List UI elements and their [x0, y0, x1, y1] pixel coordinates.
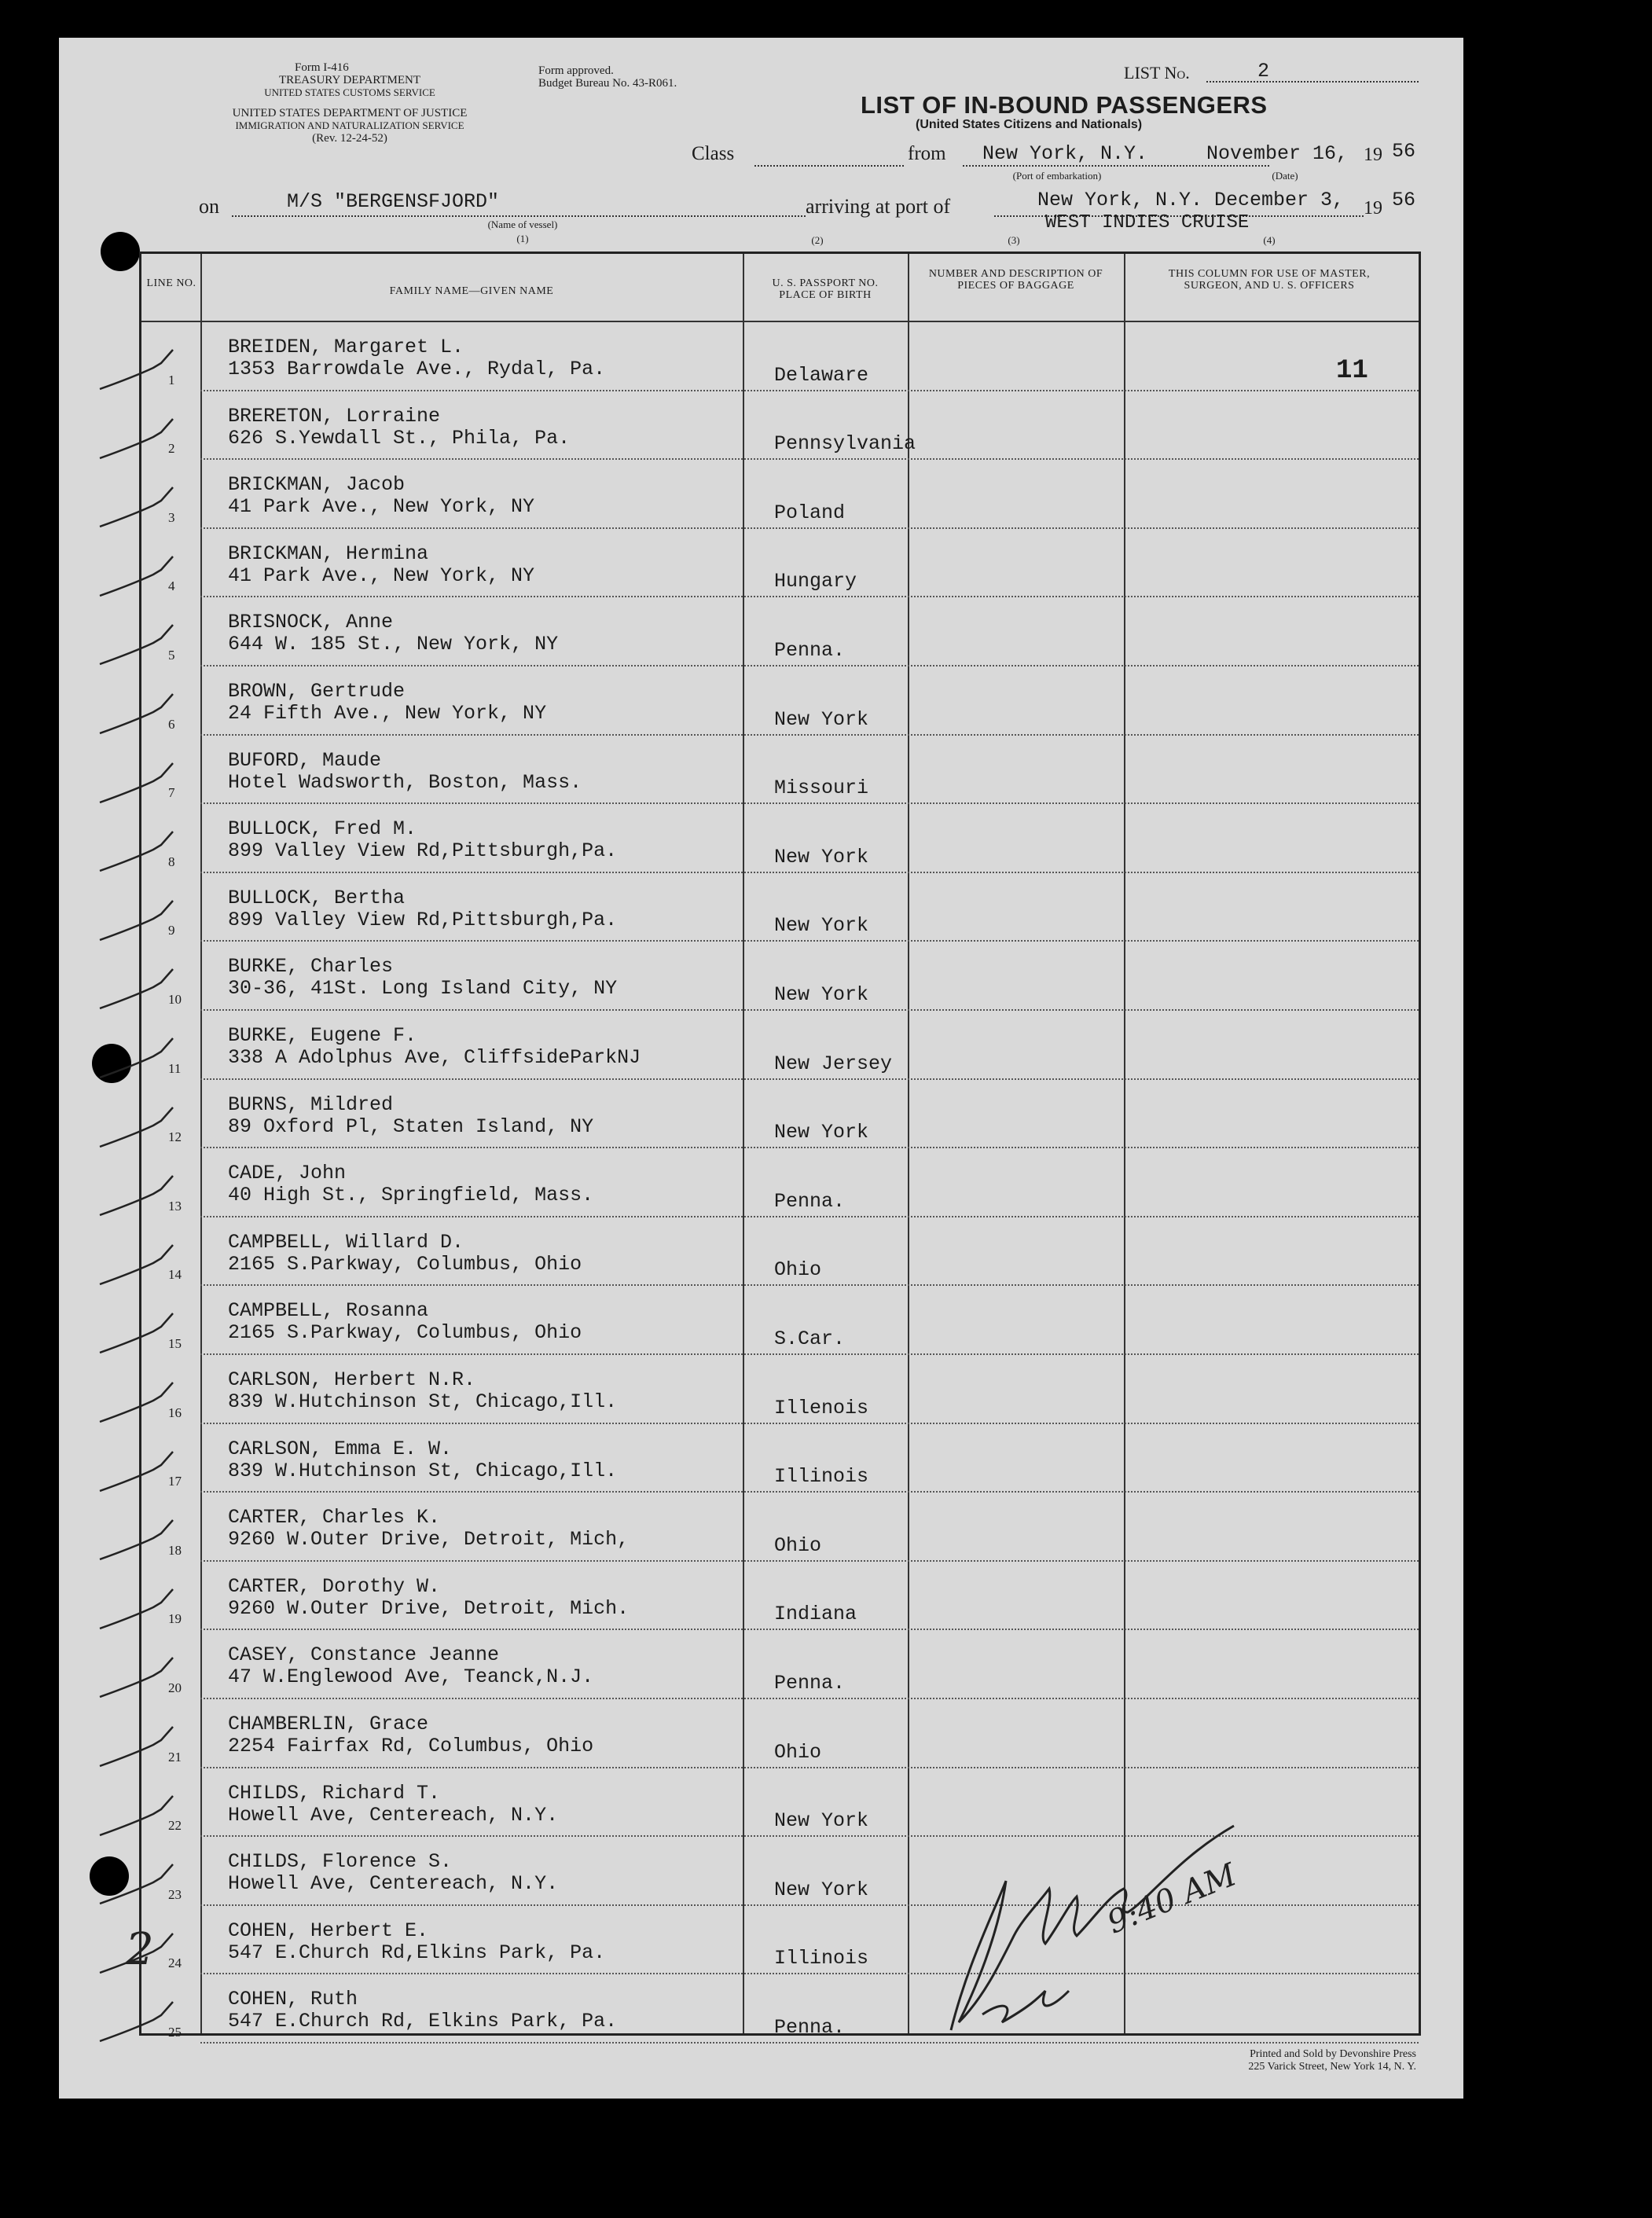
line-number: 14 [168, 1267, 182, 1283]
passenger-name [228, 611, 558, 655]
family-given-name: BULLOCK, Fred M. [228, 817, 417, 841]
table-row [141, 1148, 1419, 1217]
line-number: 22 [168, 1818, 182, 1834]
passenger-address: 338 A Adolphus Ave, CliffsideParkNJ [228, 1046, 641, 1069]
inspection-time: 9:40 AM [1102, 1856, 1242, 1941]
line-number: 19 [168, 1611, 182, 1627]
officer-note: 11 [1336, 356, 1368, 386]
printer-line-1: Printed and Sold by Devonshire Press [1250, 2048, 1416, 2060]
line-number: 15 [168, 1335, 182, 1351]
line-number: 10 [168, 991, 182, 1007]
table-row [141, 1562, 1419, 1631]
check-mark [98, 1585, 193, 1632]
check-mark [98, 1241, 193, 1288]
place-of-birth: New York [774, 707, 869, 731]
passenger-address: 41 Park Ave., New York, NY [228, 564, 535, 587]
embark-caption: (Port of embarkation) [1012, 170, 1102, 182]
passenger-address: 89 Oxford Pl, Staten Island, NY [228, 1115, 594, 1138]
check-mark [98, 415, 193, 462]
vessel-name: M/S "BERGENSFJORD" [287, 190, 500, 213]
check-mark [98, 1792, 193, 1839]
check-mark [98, 1379, 193, 1426]
passenger-name [228, 474, 534, 518]
line-number: 9 [168, 923, 175, 938]
line-number: 7 [168, 785, 175, 801]
caption-3: (3) [1008, 234, 1020, 246]
caption-1: (1) [516, 233, 529, 244]
form-subtitle: (United States Citizens and Nationals) [916, 118, 1143, 131]
passenger-name [228, 1576, 629, 1620]
place-of-birth: Penna. [774, 1189, 846, 1213]
caption-2: (2) [811, 234, 824, 246]
check-mark [98, 1309, 193, 1357]
family-given-name: CHILDS, Florence S. [228, 1850, 453, 1874]
table-row [141, 322, 1419, 391]
place-of-birth: Poland [774, 501, 846, 524]
passenger-address: 2165 S.Parkway, Columbus, Ohio [228, 1252, 582, 1276]
family-given-name: BREIDEN, Margaret L. [228, 336, 464, 358]
passenger-name [228, 543, 534, 587]
passenger-name [228, 887, 617, 931]
place-of-birth: Penna. [774, 638, 846, 662]
arrival-year-prefix: 19 [1364, 198, 1382, 218]
passenger-address: 899 Valley View Rd,Pittsburgh,Pa. [228, 908, 618, 931]
table-row [141, 1424, 1419, 1493]
place-of-birth: Illenois [774, 1396, 869, 1419]
line-number: 5 [168, 647, 175, 663]
line-number: 6 [168, 716, 175, 732]
passenger-name [228, 1507, 629, 1551]
check-mark [98, 1448, 193, 1495]
family-given-name: BURKE, Charles [228, 955, 394, 979]
family-given-name: CHAMBERLIN, Grace [228, 1713, 429, 1735]
family-given-name: COHEN, Herbert E. [228, 1919, 429, 1942]
cruise-name: WEST INDIES CRUISE [1045, 212, 1250, 233]
passenger-address: 626 S.Yewdall St., Phila, Pa. [228, 426, 571, 450]
place-of-birth: Delaware [774, 363, 869, 387]
line-number: 4 [168, 578, 175, 594]
passenger-name [228, 1438, 617, 1482]
family-given-name: CAMPBELL, Willard D. [228, 1230, 464, 1254]
line-number: 17 [168, 1474, 182, 1489]
line-number: 11 [168, 1060, 182, 1076]
form-number: Form I-416 [295, 61, 349, 74]
place-of-birth: New York [774, 1878, 869, 1901]
family-given-name: CHILDS, Richard T. [228, 1781, 441, 1805]
passenger-name [228, 1851, 558, 1895]
passenger-name [228, 1232, 582, 1276]
family-given-name: CARLSON, Emma E. W. [228, 1437, 453, 1460]
place-of-birth: Indiana [774, 1603, 857, 1626]
passenger-address: 899 Valley View Rd,Pittsburgh,Pa. [228, 839, 618, 863]
table-row [141, 1355, 1419, 1424]
check-mark [98, 1998, 193, 2045]
check-mark [98, 553, 193, 600]
table-row [141, 597, 1419, 667]
family-given-name: CARTER, Charles K. [228, 1506, 441, 1529]
vessel-caption: (Name of vessel) [487, 218, 558, 230]
check-mark [98, 621, 193, 668]
table-row [141, 873, 1419, 942]
table-row [141, 667, 1419, 736]
passenger-address: 1353 Barrowdale Ave., Rydal, Pa. [228, 358, 606, 380]
passenger-name [228, 1920, 605, 1964]
passenger-address: Howell Ave, Centereach, N.Y. [228, 1803, 559, 1827]
check-mark [98, 1930, 193, 1977]
passenger-name [228, 1783, 558, 1827]
passenger-name [228, 1094, 593, 1138]
line-number: 16 [168, 1405, 182, 1420]
family-given-name: COHEN, Ruth [228, 1988, 358, 2011]
line-number: 12 [168, 1129, 182, 1145]
table-row [141, 736, 1419, 805]
line-number: 24 [168, 1955, 182, 1971]
check-mark [98, 1103, 193, 1151]
header-passport: U. S. PASSPORT NO. PLACE OF BIRTH [772, 277, 879, 301]
family-given-name: BROWN, Gertrude [228, 680, 406, 703]
passenger-address: 644 W. 185 St., New York, NY [228, 633, 559, 656]
place-of-birth: Penna. [774, 1671, 846, 1695]
place-of-birth: S.Car. [774, 1327, 846, 1350]
justice-dept: UNITED STATES DEPARTMENT OF JUSTICE [232, 107, 468, 119]
table-row [141, 1217, 1419, 1287]
header-baggage: NUMBER AND DESCRIPTION OF PIECES OF BAGGAGE [928, 268, 1103, 292]
line-number: 1 [168, 372, 175, 387]
passenger-address: Hotel Wadsworth, Boston, Mass. [228, 770, 582, 794]
check-mark [98, 346, 193, 393]
budget-bureau: Budget Bureau No. 43-R061. [538, 77, 677, 90]
check-mark [98, 1172, 193, 1219]
line-number: 18 [168, 1542, 182, 1558]
passenger-name [228, 1162, 593, 1206]
printer-line-2: 225 Varick Street, New York 14, N. Y. [1248, 2061, 1416, 2073]
arrival-year: 56 [1392, 189, 1416, 211]
place-of-birth: Illinois [774, 1947, 869, 1970]
form-approved: Form approved. [538, 64, 614, 77]
check-mark [98, 483, 193, 531]
place-of-birth: Hungary [774, 570, 857, 593]
punch-hole-top [101, 232, 140, 271]
arriving-label: arriving at port of [806, 195, 951, 218]
line-number: 25 [168, 2024, 182, 2040]
family-given-name: BRICKMAN, Jacob [228, 473, 406, 497]
check-mark [98, 897, 193, 944]
passenger-address: 30-36, 41St. Long Island City, NY [228, 977, 618, 1001]
from-port: New York, N.Y. [982, 142, 1148, 165]
passenger-address: 839 W.Hutchinson St, Chicago,Ill. [228, 1390, 618, 1413]
passenger-name [228, 956, 617, 1000]
line-number: 2 [168, 441, 175, 457]
check-mark [98, 828, 193, 875]
table-row [141, 1011, 1419, 1080]
line-number: 8 [168, 854, 175, 869]
place-of-birth: New Jersey [774, 1052, 893, 1075]
family-given-name: CARTER, Dorothy W. [228, 1574, 441, 1598]
table-row [141, 1493, 1419, 1562]
family-given-name: CADE, John [228, 1162, 347, 1185]
passenger-name [228, 1644, 593, 1688]
ins-service: IMMIGRATION AND NATURALIZATION SERVICE [235, 119, 464, 131]
table-row [141, 460, 1419, 529]
class-label: Class [692, 143, 735, 164]
check-mark [98, 965, 193, 1012]
header-officers: THIS COLUMN FOR USE OF MASTER, SURGEON, AND U. S. OFFICERS [1168, 268, 1371, 292]
place-of-birth: New York [774, 1809, 869, 1833]
passenger-address: 24 Fifth Ave., New York, NY [228, 702, 547, 725]
departure-date: November 16, [1206, 142, 1349, 165]
passenger-name [228, 750, 582, 794]
table-row [141, 1630, 1419, 1699]
passenger-address: 9260 W.Outer Drive, Detroit, Mich. [228, 1596, 630, 1620]
place-of-birth: Penna. [774, 2015, 846, 2039]
table-row [141, 1080, 1419, 1149]
passenger-table [139, 252, 1421, 2040]
year-value: 56 [1392, 140, 1416, 163]
passenger-name [228, 1713, 593, 1757]
margin-mark: 2 [126, 1924, 154, 1975]
family-given-name: BURKE, Eugene F. [228, 1024, 417, 1047]
family-given-name: CAMPBELL, Rosanna [228, 1299, 429, 1323]
header-name: FAMILY NAME—GIVEN NAME [389, 285, 554, 297]
header-line-no: LINE NO. [146, 277, 196, 289]
check-mark [98, 1723, 193, 1770]
caption-4: (4) [1263, 234, 1276, 246]
check-mark [98, 1860, 193, 1908]
check-mark [98, 1516, 193, 1563]
line-number: 23 [168, 1886, 182, 1902]
check-mark [98, 1034, 193, 1081]
place-of-birth: Ohio [774, 1740, 822, 1764]
family-given-name: BRISNOCK, Anne [228, 611, 394, 634]
on-label: on [199, 195, 219, 218]
passenger-name [228, 1300, 582, 1344]
place-of-birth: Ohio [774, 1258, 822, 1282]
check-mark [98, 759, 193, 806]
passenger-name [228, 406, 570, 450]
family-given-name: BUFORD, Maude [228, 748, 382, 772]
passenger-name [228, 336, 605, 380]
family-given-name: BRICKMAN, Hermina [228, 542, 429, 565]
family-given-name: CARLSON, Herbert N.R. [228, 1368, 476, 1391]
passenger-name [228, 1369, 617, 1413]
passenger-address: 41 Park Ave., New York, NY [228, 495, 535, 519]
passenger-address: 547 E.Church Rd,Elkins Park, Pa. [228, 1941, 606, 1964]
passenger-address: 2254 Fairfax Rd, Columbus, Ohio [228, 1735, 594, 1757]
place-of-birth: New York [774, 1121, 869, 1144]
form-title: LIST OF IN-BOUND PASSENGERS [861, 91, 1268, 119]
place-of-birth: Missouri [774, 777, 869, 800]
passenger-address: Howell Ave, Centereach, N.Y. [228, 1872, 559, 1896]
passenger-name [228, 1025, 641, 1069]
family-given-name: BRERETON, Lorraine [228, 404, 441, 428]
customs-service: UNITED STATES CUSTOMS SERVICE [264, 86, 435, 98]
passenger-name [228, 1988, 617, 2033]
passenger-address: 2165 S.Parkway, Columbus, Ohio [228, 1321, 582, 1345]
treasury-dept: TREASURY DEPARTMENT [278, 74, 421, 86]
table-row [141, 1699, 1419, 1768]
table-row [141, 942, 1419, 1011]
passenger-name [228, 681, 546, 725]
revision: (Rev. 12-24-52) [312, 132, 387, 145]
passenger-address: 40 High St., Springfield, Mass. [228, 1184, 594, 1207]
line-number: 3 [168, 509, 175, 525]
table-row [141, 391, 1419, 461]
table-row [141, 529, 1419, 598]
from-label: from [908, 143, 946, 164]
passenger-address: 9260 W.Outer Drive, Detroit, Mich, [228, 1528, 630, 1551]
place-of-birth: Illinois [774, 1465, 869, 1489]
family-given-name: CASEY, Constance Jeanne [228, 1643, 500, 1667]
family-given-name: BULLOCK, Bertha [228, 886, 406, 909]
list-label: LIST No. [1124, 63, 1190, 83]
line-number: 13 [168, 1198, 182, 1214]
place-of-birth: New York [774, 914, 869, 938]
line-number: 20 [168, 1680, 182, 1695]
date-caption: (Date) [1272, 170, 1298, 182]
place-of-birth: Pennsylvania [774, 432, 916, 456]
table-row [141, 804, 1419, 873]
line-number: 21 [168, 1749, 182, 1764]
list-number: 2 [1257, 60, 1270, 83]
passenger-address: 547 E.Church Rd, Elkins Park, Pa. [228, 2010, 618, 2033]
place-of-birth: New York [774, 845, 869, 868]
year-prefix: 19 [1364, 145, 1382, 165]
table-row [141, 1286, 1419, 1355]
place-of-birth: New York [774, 982, 869, 1006]
check-mark [98, 690, 193, 737]
check-mark [98, 1654, 193, 1701]
arrival-port-date: New York, N.Y. December 3, [1037, 189, 1345, 211]
passenger-address: 47 W.Englewood Ave, Teanck,N.J. [228, 1665, 594, 1689]
passenger-address: 839 W.Hutchinson St, Chicago,Ill. [228, 1459, 618, 1482]
place-of-birth: Ohio [774, 1533, 822, 1557]
passenger-name [228, 818, 617, 862]
family-given-name: BURNS, Mildred [228, 1092, 394, 1116]
